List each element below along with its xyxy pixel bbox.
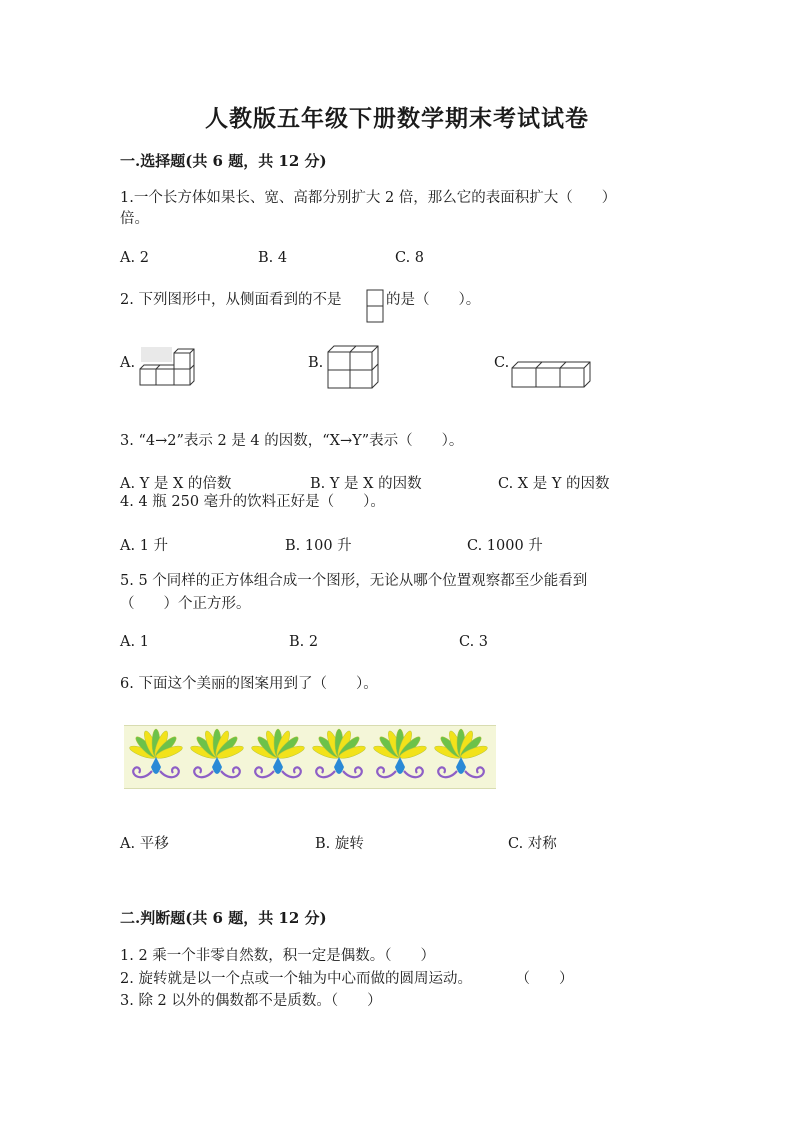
question-2-option-b: B. (308, 355, 324, 371)
question-5-text: 5. 5 个同样的正方体组合成一个图形，无论从哪个位置观察都至少能看到 (120, 573, 588, 589)
page-title: 人教版五年级下册数学期末考试试卷 (205, 105, 589, 132)
question-1-option-a: A. 2 (120, 250, 149, 266)
question-3-option-a: A. Y 是 X 的倍数 (120, 476, 232, 492)
question-3-text: 3. “4→2”表示 2 是 4 的因数，“X→Y”表示（ ）。 (120, 433, 464, 449)
question-2-option-c: C. (494, 355, 510, 371)
question-5-option-c: C. 3 (459, 634, 489, 650)
question-2-option-a: A. (120, 355, 136, 371)
question-1-option-c: C. 8 (395, 250, 425, 266)
question-6-option-a: A. 平移 (120, 836, 169, 852)
judgment-item-3: 3. 除 2 以外的偶数都不是质数。（ ） (120, 993, 382, 1009)
question-4-option-b: B. 100 升 (285, 538, 352, 554)
section-heading-judgment: 二.判断题(共 6 题，共 12 分) (120, 909, 327, 927)
cube-figure-c (510, 360, 594, 390)
question-5-text-cont: （ ）个正方形。 (120, 596, 251, 612)
question-5-option-b: B. 2 (289, 634, 319, 650)
question-3-option-b: B. Y 是 X 的因数 (310, 476, 422, 492)
decorative-pattern-image (124, 725, 496, 789)
question-4-option-a: A. 1 升 (120, 538, 169, 554)
question-1-option-b: B. 4 (258, 250, 288, 266)
judgment-item-2: 2. 旋转就是以一个点或一个轴为中心而做的圆周运动。 （ ） (120, 971, 574, 987)
question-6-option-b: B. 旋转 (315, 836, 364, 852)
question-5-option-a: A. 1 (120, 634, 149, 650)
question-4-option-c: C. 1000 升 (467, 538, 543, 554)
cube-figure-b (326, 344, 382, 390)
question-3-option-c: C. X 是 Y 的因数 (498, 476, 610, 492)
question-1-text: 1.一个长方体如果长、宽、高都分别扩大 2 倍，那么它的表面积扩大（ ） (120, 190, 617, 206)
question-2-text: 2. 下列图形中，从侧面看到的不是 (120, 292, 342, 308)
question-2-text-end: 的是（ ）。 (386, 292, 481, 308)
judgment-item-1: 1. 2 乘一个非零自然数，积一定是偶数。（ ） (120, 948, 436, 964)
question-4-text: 4. 4 瓶 250 毫升的饮料正好是（ ）。 (120, 494, 385, 510)
question-6-text: 6. 下面这个美丽的图案用到了（ ）。 (120, 676, 378, 692)
question-1-text-cont: 倍。 (120, 211, 149, 227)
cube-figure-a (138, 345, 196, 389)
section-heading-choice: 一.选择题(共 6 题，共 12 分) (120, 152, 327, 170)
question-6-option-c: C. 对称 (508, 836, 557, 852)
stacked-squares-figure (366, 289, 384, 325)
